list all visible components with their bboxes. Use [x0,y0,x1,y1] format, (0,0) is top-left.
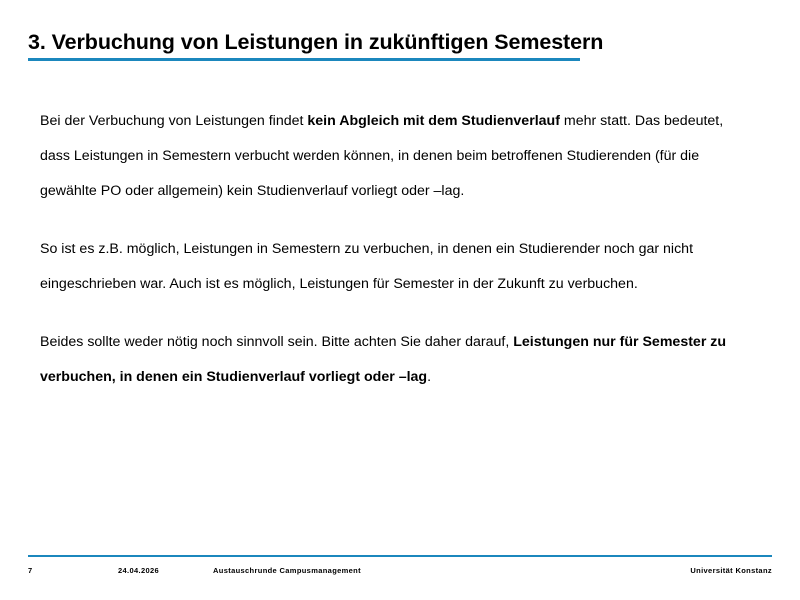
body-paragraph-1 [40,104,756,209]
paragraph-2-text-part-1: So ist es z.B. möglich, Leistungen in Semestern zu verbuchen, in denen ein Studierender noch gar nicht eingeschrieben war. Auch ist es möglich, Leistungen für Semester in der Zukunft zu verbuchen. [40,241,694,292]
paragraph-3-text-part-1: Beides sollte weder nötig noch sinnvoll sein. Bitte achten Sie daher darauf, [40,334,514,350]
body-paragraph-3 [40,325,756,395]
footer-page-number: 7 [28,566,33,575]
page-title: 3. Verbuchung von Leistungen in zukünftigen Semestern [28,30,604,54]
footer-divider-rule [28,555,772,557]
body-paragraph-2 [40,232,756,302]
footer-event-name: Austauschrunde Campusmanagement [213,566,361,575]
slide-title-block [28,30,604,61]
paragraph-3-text-part-2: . [427,369,432,385]
title-underline-rule [28,58,580,61]
paragraph-3-bold-emphasis: Leistungen nur für Semester zu verbuchen, in denen ein Studienverlauf vorliegt oder –lag [40,334,727,385]
paragraph-1-text-part-2: mehr statt. Das bedeutet, dass Leistungen in Semestern verbucht werden können, in denen beim betroffenen Studierenden (für die gewählte PO oder allgemein) kein Studienverlauf vorliegt oder –lag. [40,113,724,199]
slide-body [40,104,756,395]
paragraph-1-bold-emphasis: kein Abgleich mit dem Studienverlauf [307,113,560,129]
paragraph-1-text-part-1: Bei der Verbuchung von Leistungen findet [40,113,308,129]
footer-date: 24.04.2026 [118,566,160,575]
footer-organization: Universität Konstanz [690,566,772,575]
slide-footer [28,566,772,580]
